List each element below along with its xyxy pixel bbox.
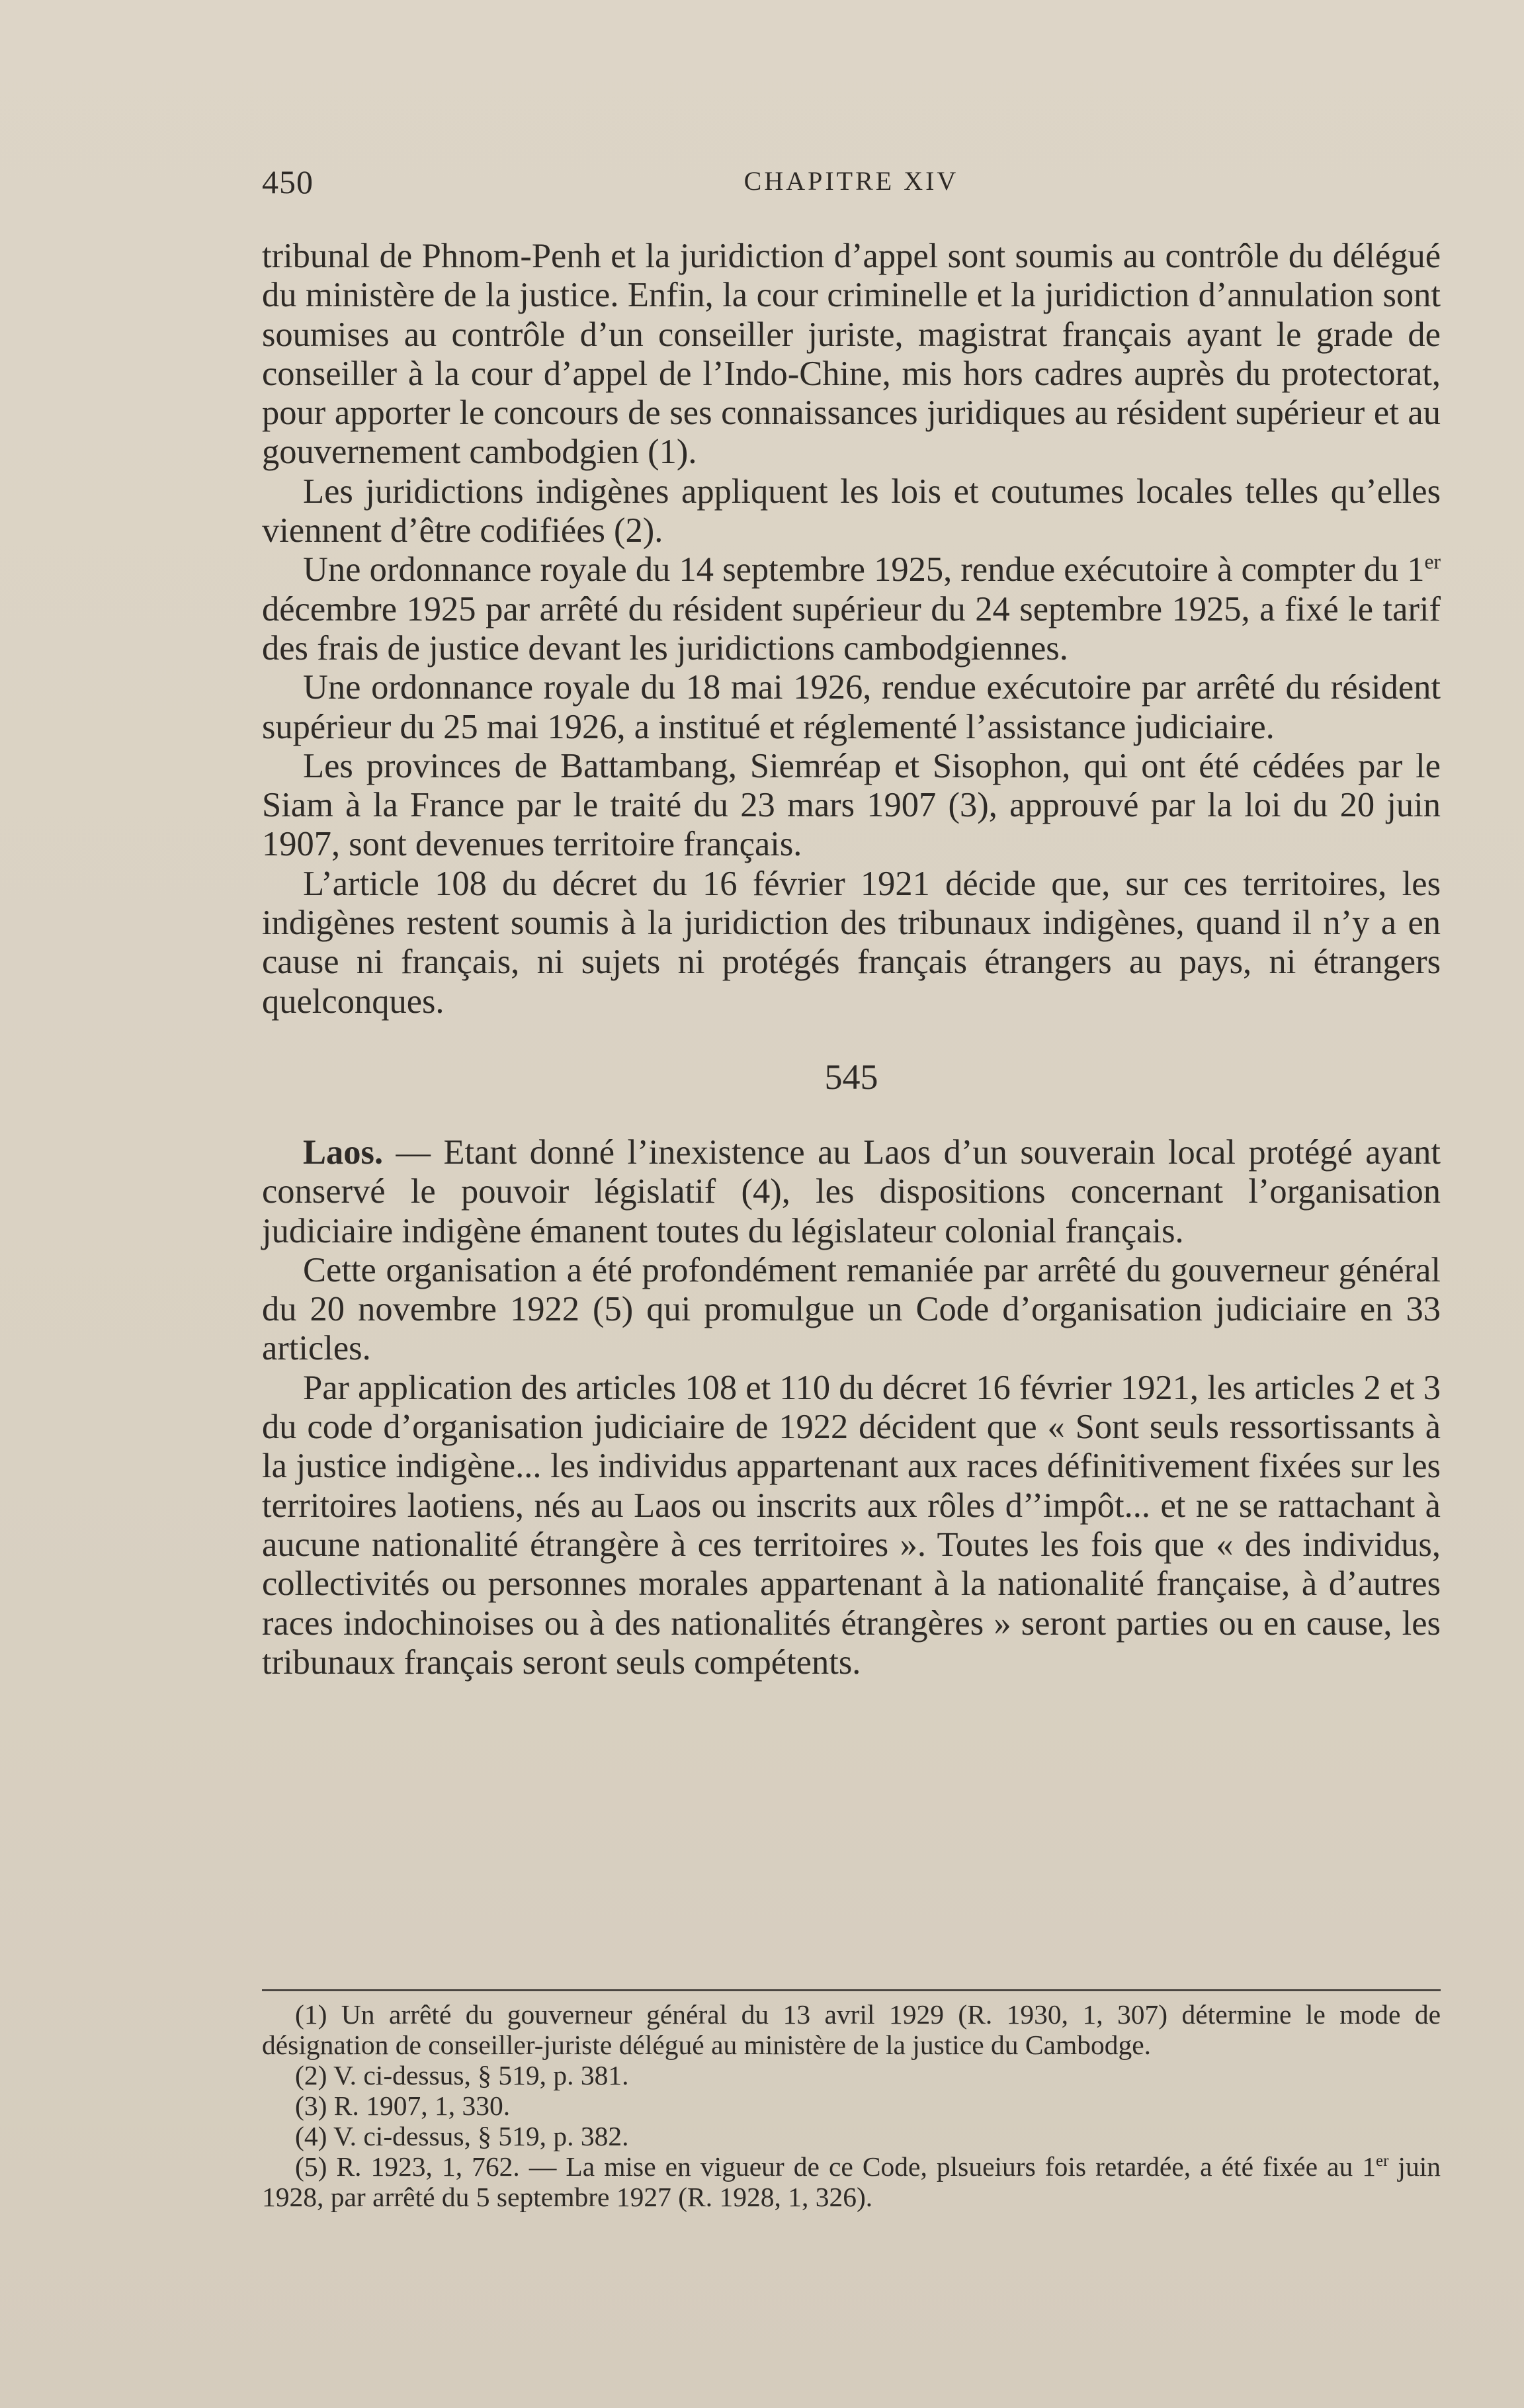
- footnote-text: (5) R. 1923, 1, 762. — La mise en vigueur de ce Code, plsueiurs fois retardée, a été fixée au 1: [295, 2151, 1376, 2182]
- superscript: er: [1424, 550, 1441, 574]
- superscript: er: [1376, 2152, 1389, 2171]
- footnote-divider: [262, 1989, 1441, 1991]
- paragraph: Cette organisation a été profondément remaniée par arrêté du gouverneur général du 20 novembre 1922 (5) qui promulgue un Code d’organisation judiciaire en 33 articles.: [262, 1250, 1441, 1368]
- footnote: (3) R. 1907, 1, 330.: [295, 2090, 511, 2121]
- footnote: (2) V. ci-dessus, § 519, p. 381.: [295, 2060, 629, 2090]
- footnote: (1) Un arrêté du gouverneur général du 13 avril 1929 (R. 1930, 1, 307) détermine le mode de désignation de conseiller-juriste délégué au ministère de la justice du Cambodge.: [262, 1999, 1441, 2060]
- section-title: Laos.: [303, 1133, 384, 1172]
- paragraph-text: Une ordonnance royale du 14 septembre 1925, rendue exécutoire à compter du 1: [303, 550, 1425, 589]
- paragraph: Par application des articles 108 et 110 du décret 16 février 1921, les articles 2 et 3 du code d’organisation judiciaire de 1922 décident que « Sont seuls ressortissants à la justice indigène... les individus appartenant aux races définitivement fixées sur les territoires laotiens, nés au Laos ou inscrits aux rôles d’’impôt... et ne se rattachant à aucune nationalité étrangère à ces territoires ». Toutes les fois que « des individus, collectivités ou personnes morales appartenant à la nationalité française, à d’autres races indochinoises ou à des nationalités étrangères » seront parties ou en cause, les tribunaux français seront seuls compétents.: [262, 1368, 1441, 1682]
- paragraph: Les juridictions indigènes appliquent les lois et coutumes locales telles qu’elles viennent d’être codifiées (2).: [262, 472, 1441, 550]
- footnote-text: juin 1928, par arrêté du 5 septembre 1927 (R. 1928, 1, 326).: [262, 2151, 1441, 2212]
- footnote: [262, 2151, 1441, 2212]
- paragraph: [262, 1133, 1441, 1251]
- paragraph-text: — Etant donné l’inexistence au Laos d’un souverain local protégé ayant conservé le pouvoir législatif (4), les dispositions concernant l’organisation judiciaire indigène émanent toutes du législateur colonial français.: [262, 1133, 1441, 1250]
- footnotes: [262, 1999, 1441, 2212]
- paragraph: tribunal de Phnom-Penh et la juridiction d’appel sont soumis au contrôle du délégué du ministère de la justice. Enfin, la cour criminelle et la juridiction d’annulation sont soumises au contrôle d’un conseiller juriste, magistrat français ayant le grade de conseiller à la cour d’appel de l’Indo-Chine, mis hors cadres auprès du protectorat, pour apporter le concours de ses connaissances juridiques au résident supérieur et au gouvernement cambodgien (1).: [262, 237, 1441, 472]
- section-number: 545: [824, 1056, 878, 1097]
- paragraph-text: décembre 1925 par arrêté du résident supérieur du 24 septembre 1925, a fixé le tarif des frais de justice devant les juridictions cambodgiennes.: [262, 589, 1441, 667]
- paragraph: L’article 108 du décret du 16 février 1921 décide que, sur ces territoires, les indigènes restent soumis à la juridiction des tribunaux indigènes, quand il n’y a en cause ni français, ni sujets ni protégés français étrangers au pays, ni étrangers quelconques.: [262, 864, 1441, 1021]
- main-text: [262, 237, 1441, 1682]
- paragraph: Une ordonnance royale du 18 mai 1926, rendue exécutoire par arrêté du résident supérieur du 25 mai 1926, a institué et réglementé l’assistance judiciaire.: [262, 668, 1441, 746]
- paragraph: Les provinces de Battambang, Siemréap et Sisophon, qui ont été cédées par le Siam à la France par le traité du 23 mars 1907 (3), approuvé par la loi du 20 juin 1907, sont devenues territoire français.: [262, 746, 1441, 864]
- running-head: CHAPITRE XIV: [743, 166, 959, 196]
- page-number: 450: [262, 163, 314, 200]
- footnote: (4) V. ci-dessus, § 519, p. 382.: [295, 2121, 629, 2151]
- page-header: [262, 163, 1441, 209]
- paragraph: [262, 550, 1441, 668]
